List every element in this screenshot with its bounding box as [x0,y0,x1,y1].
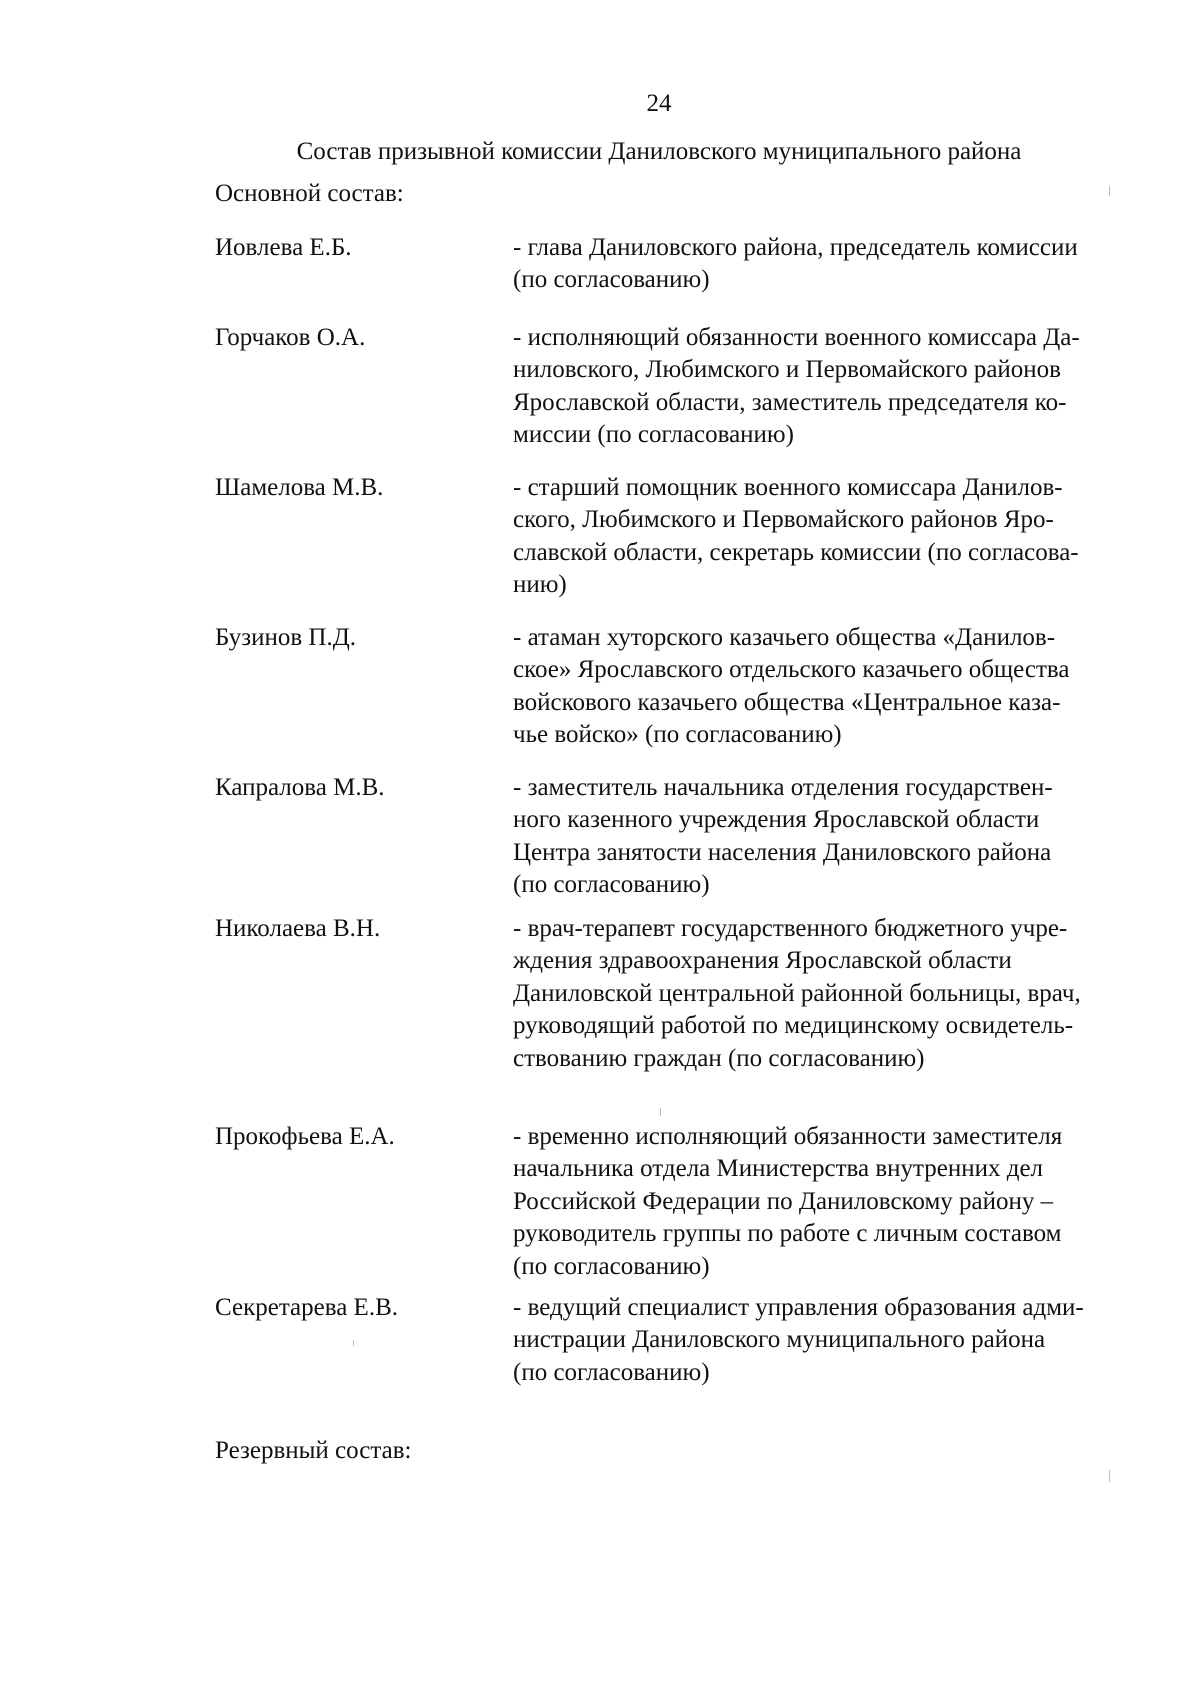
role-line: войскового казачьего общества «Центральное каза- [513,688,1061,716]
role-line: - атаман хуторского казачьего общества «Данилов- [513,624,1056,651]
main-section-label: Основной состав: [215,180,404,207]
member-name: Капралова М.В. [215,774,385,801]
member-name: Прокофьева Е.А. [215,1123,395,1150]
role-line: - старший помощник военного комиссара Данилов- [513,474,1063,501]
reserve-section-label: Резервный состав: [215,1437,412,1464]
role-line: - глава Даниловского района, председатель комиссии [513,234,1078,261]
role-line: руководящий работой по медицинскому освидетель- [513,1012,1074,1040]
member-role [513,1121,1160,1283]
role-line: ствованию граждан (по согласованию) [513,1044,925,1072]
member-role [513,772,1160,902]
scan-speck [1109,1470,1110,1482]
role-line: (по согласованию) [513,1358,710,1386]
role-line: Центра занятости населения Даниловского района [513,838,1052,866]
role-line: нию) [513,571,567,599]
role-line: ниловского, Любимского и Первомайского районов [513,356,1061,384]
role-line: ного казенного учреждения Ярославской области [513,806,1040,834]
member-name: Бузинов П.Д. [215,624,357,651]
role-line: начальника отдела Министерства внутренних дел [513,1155,1044,1183]
role-line: нистрации Даниловского муниципального района [513,1326,1046,1354]
member-name: Секретарева Е.В. [215,1294,399,1321]
member-name: Николаева В.Н. [215,915,381,942]
page-number: 24 [646,90,672,117]
member-name: Горчаков О.А. [215,324,366,351]
role-line: Даниловской центральной районной больницы, врач, [513,979,1081,1007]
member-role [513,232,1160,297]
member-role [513,322,1160,452]
scan-speck [660,1108,661,1116]
role-line: Российской Федерации по Даниловскому району – [513,1187,1054,1215]
member-role [513,1292,1160,1389]
role-line: славской области, секретарь комиссии (по согласова- [513,538,1079,566]
role-line: - заместитель начальника отделения государствен- [513,774,1053,801]
role-line: ского, Любимского и Первомайского районов Яро- [513,506,1054,534]
member-role [513,472,1160,602]
role-line: чье войско» (по согласованию) [513,721,842,749]
scan-speck [353,1340,354,1346]
role-line: Ярославской области, заместитель председателя ко- [513,388,1067,416]
role-line: - исполняющий обязанности военного комиссара Да- [513,324,1080,351]
role-line: - временно исполняющий обязанности заместителя [513,1123,1063,1150]
role-line: - врач-терапевт государственного бюджетного учре- [513,915,1068,942]
role-line: ское» Ярославского отдельского казачьего общества [513,656,1070,684]
role-line: - ведущий специалист управления образования адми- [513,1294,1084,1321]
document-title: Состав призывной комиссии Даниловского муниципального района [296,138,1022,165]
role-line: (по согласованию) [513,266,710,294]
member-name: Иовлева Е.Б. [215,234,352,261]
role-line: руководитель группы по работе с личным составом [513,1220,1062,1248]
member-role [513,913,1160,1075]
role-line: (по согласованию) [513,1252,710,1280]
role-line: ждения здравоохранения Ярославской области [513,947,1012,975]
member-role [513,622,1160,752]
role-line: миссии (по согласованию) [513,421,794,449]
scan-speck [1109,186,1110,196]
member-name: Шамелова М.В. [215,474,384,501]
role-line: (по согласованию) [513,871,710,899]
